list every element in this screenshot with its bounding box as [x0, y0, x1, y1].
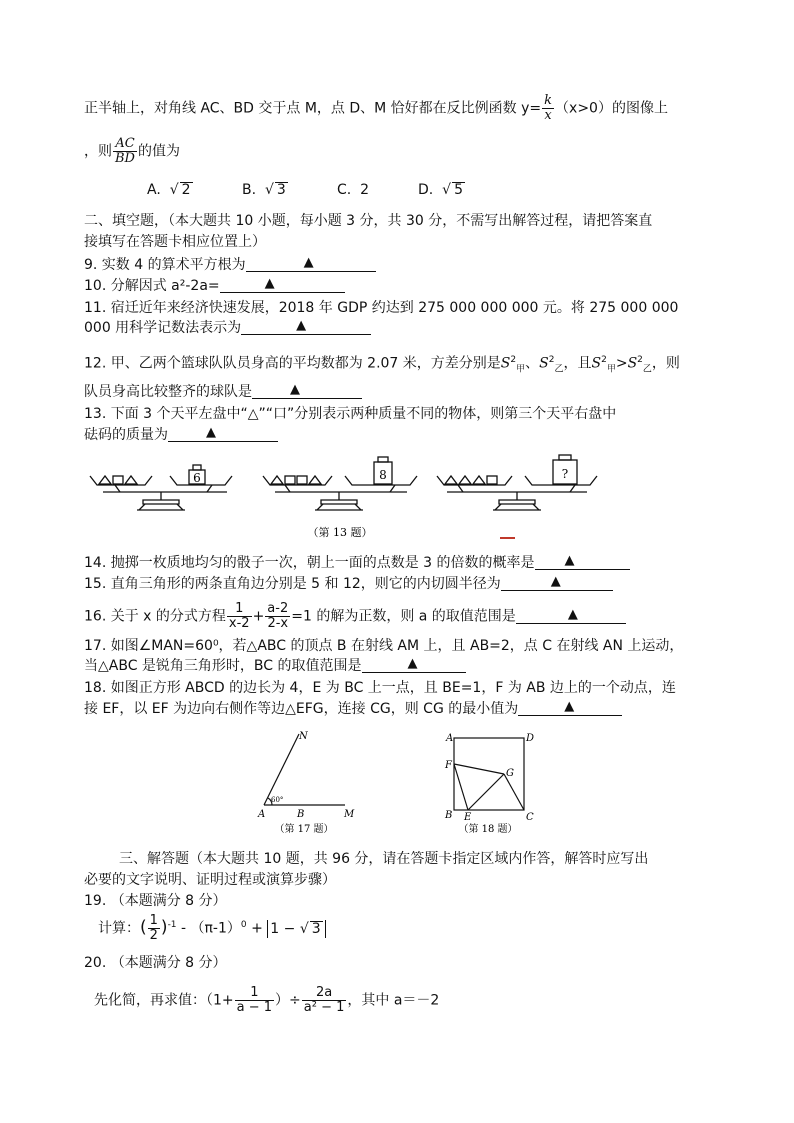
answer-blank: ▲ [362, 656, 466, 673]
question-15: 15. 直角三角形的两条直角边分别是 5 和 12，则它的内切圆半径为 ▲ [84, 574, 613, 594]
section2-heading: 二、填空题，（本大题共 10 小题，每小题 3 分，共 30 分，不需写出解答过程，请把答案直 [84, 213, 653, 229]
fraction-half: $\frac{1}{2}$ [149, 913, 158, 943]
question-18-cont: 接 EF，以 EF 为边向右侧作等边△EFG，连接 CG，则 CG 的最小值为 ▲ [84, 699, 622, 719]
question-17-cont: 当△ABC 是锐角三角形时，BC 的取值范围是 ▲ [84, 656, 466, 676]
question-9: 9. 实数 4 的算术平方根为 ▲ [84, 255, 376, 275]
figure-18-square [440, 728, 540, 838]
question-14: 14. 抛掷一枚质地均匀的骰子一次，朝上一面的点数是 3 的倍数的概率是 ▲ [84, 553, 630, 573]
question-20-expression: 先化简，再求值：（1+ $\frac{1}{a - 1}$ ）÷ $\frac{2a}{\text{a² − 1}}$ ，其中 a＝－2 [94, 985, 440, 1015]
label-c: C [526, 812, 534, 823]
label-b: B [297, 809, 305, 820]
label-e: E [464, 812, 472, 823]
answer-blank: ▲ [168, 425, 278, 442]
label-b: B [445, 810, 453, 821]
answer-blank: ▲ [535, 553, 630, 570]
question-11-cont: 000 用科学记数法表示为 ▲ [84, 318, 371, 338]
weight-8-label: 8 [379, 468, 387, 482]
answer-blank: ▲ [516, 607, 626, 624]
label-g: G [506, 768, 514, 779]
q8-line2: ，则 $\frac{AC}{BD}$ 的值为 [84, 136, 180, 166]
question-11: 11. 宿迁近年来经济快速发展，2018 年 GDP 约达到 275 000 000 000 元。将 275 000 000 [84, 300, 679, 316]
figure-18-caption: （第 18 题） [458, 824, 518, 835]
question-20-title: 20. （本题满分 8 分） [84, 955, 227, 971]
question-12: 12. 甲、乙两个篮球队队员身高的平均数都为 2.07 米，方差分别是$S^2_甲$、$S^2_乙$，且$S^2_甲>S^2_乙$，则 [84, 355, 680, 375]
label-f: F [445, 760, 452, 771]
figure-13-balances [85, 452, 715, 544]
fraction-2a-over-a2-1: $\frac{2a}{\text{a² − 1}}$ [303, 985, 345, 1015]
label-a: A [258, 809, 266, 820]
option-b: B. √ 3 [242, 182, 286, 198]
q8-line1: 正半轴上，对角线 AC、BD 交于点 M，点 D、M 恰好都在反比例函数 y= $\frac{k}{x}$ （x>0）的图像上 [84, 93, 668, 123]
ac-over-bd-fraction: $\frac{AC}{BD}$ [115, 136, 135, 166]
question-18: 18. 如图正方形 ABCD 的边长为 4，E 为 BC 上一点，且 BE=1，F 为 AB 边上的一个动点，连 [84, 680, 676, 696]
question-19-title: 19. （本题满分 8 分） [84, 893, 227, 909]
label-a: A [446, 733, 454, 744]
label-m: M [344, 809, 355, 820]
answer-blank: ▲ [220, 276, 345, 293]
figure-17-caption: （第 17 题） [274, 824, 334, 835]
question-12-cont: 队员身高比较整齐的球队是 ▲ [84, 382, 362, 402]
figure-13-caption: （第 13 题） [307, 526, 373, 539]
section3-heading-cont: 必要的文字说明、证明过程或演算步骤） [84, 872, 336, 888]
question-16: 16. 关于 x 的分式方程 $\frac{1}{x-2}$ + $\frac{a-2}{2-x}$ =1 的解为正数，则 a 的取值范围是 ▲ [84, 602, 626, 631]
answer-blank: ▲ [501, 574, 613, 591]
question-13-cont: 砝码的质量为 ▲ [84, 425, 278, 445]
question-13: 13. 下面 3 个天平左盘中“△”“口”分别表示两种质量不同的物体，则第三个天平右盘中 [84, 406, 617, 422]
balance-1 [90, 465, 232, 510]
label-d: D [526, 733, 535, 744]
figure-17-angle [250, 728, 360, 838]
label-n: N [299, 731, 308, 742]
option-a: A. √ 2 [147, 182, 191, 198]
option-d: D. √ 5 [418, 182, 463, 198]
answer-blank: ▲ [241, 318, 371, 335]
balance-2 [263, 457, 417, 510]
question-19-expression: 计算：( $\frac{1}{2}$ )$^{-1} - (\pi-1)^0 + 1$ − √ 3 [98, 914, 326, 943]
section3-heading: 三、解答题（本大题共 10 题，共 96 分，请在答题卡指定区域内作答，解答时应写出 [119, 851, 649, 867]
fraction-1-over-a-1: $\frac{1}{a - 1}$ [236, 985, 273, 1015]
weight-unknown-label: ? [561, 467, 569, 481]
absolute-value: 1 − √ 3 [267, 920, 325, 938]
option-c: C. 2 [337, 182, 370, 198]
fraction-1-over-x-2: $\frac{1}{x-2}$ [228, 601, 250, 631]
question-17: 17. 如图∠MAN=60⁰，若△ABC 的顶点 B 在射线 AM 上，且 AB=2，点 C 在射线 AN 上运动， [84, 638, 684, 654]
balance-3 [437, 455, 597, 510]
weight-6-label: 6 [193, 471, 201, 485]
k-over-x-fraction: $\frac{k}{x}$ [544, 93, 553, 123]
answer-blank: ▲ [252, 382, 362, 399]
answer-blank: ▲ [246, 255, 376, 272]
question-10: 10. 分解因式 a²-2a= ▲ [84, 276, 345, 296]
angle-60-label: 60° [271, 796, 284, 804]
fraction-a-2-over-2-x: $\frac{a-2}{2-x}$ [267, 601, 289, 631]
answer-blank: ▲ [518, 699, 622, 716]
section2-heading-cont: 接填写在答题卡相应位置上） [84, 234, 266, 250]
